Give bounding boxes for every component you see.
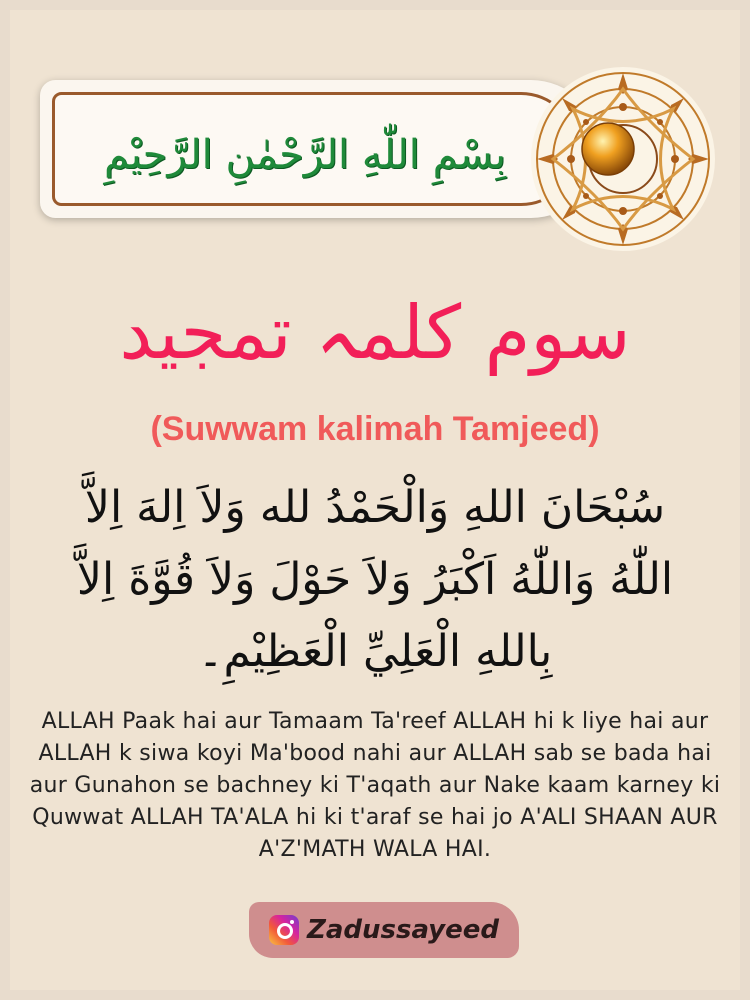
instagram-handle-badge[interactable] xyxy=(249,902,519,958)
banner-frame xyxy=(52,92,578,206)
urdu-title: سوم کلمہ تمجید xyxy=(119,290,631,376)
instagram-icon xyxy=(269,915,299,945)
instagram-handle: Zadussayeed xyxy=(306,915,500,945)
ornament-medallion-icon xyxy=(528,64,718,254)
translation-text: ALLAH Paak hai aur Tamaam Ta'reef ALLAH hi k liye hai aur ALLAH k siwa koyi Ma'bood nahi aur ALLAH sab se bada hai aur Gunahon se bachney ki T'aqath aur Nake kaam karney ki Quwwat ALLAH TA'ALA hi ki t'araf se hai jo A'ALI SHAAN AUR A'Z'MATH WALA HAI. xyxy=(29,709,721,862)
latin-title: (Suwwam kalimah Tamjeed) xyxy=(150,410,600,448)
bismillah-banner xyxy=(40,80,600,218)
bismillah-text: بِسْمِ اللّٰهِ الرَّحْمٰنِ الرَّحِيْمِ xyxy=(103,132,507,178)
kalimah-arabic-text: سُبْحَانَ اللهِ وَالْحَمْدُ لله وَلاَ اِلهَ اِلاَّ اللّٰهُ وَاللّٰهُ اَكْبَرُ وَلاَ حَوْلَ وَلاَ قُوَّةَ اِلاَّ بِاللهِ الْعَلِيِّ الْعَظِيْمِ۔ xyxy=(76,482,674,677)
